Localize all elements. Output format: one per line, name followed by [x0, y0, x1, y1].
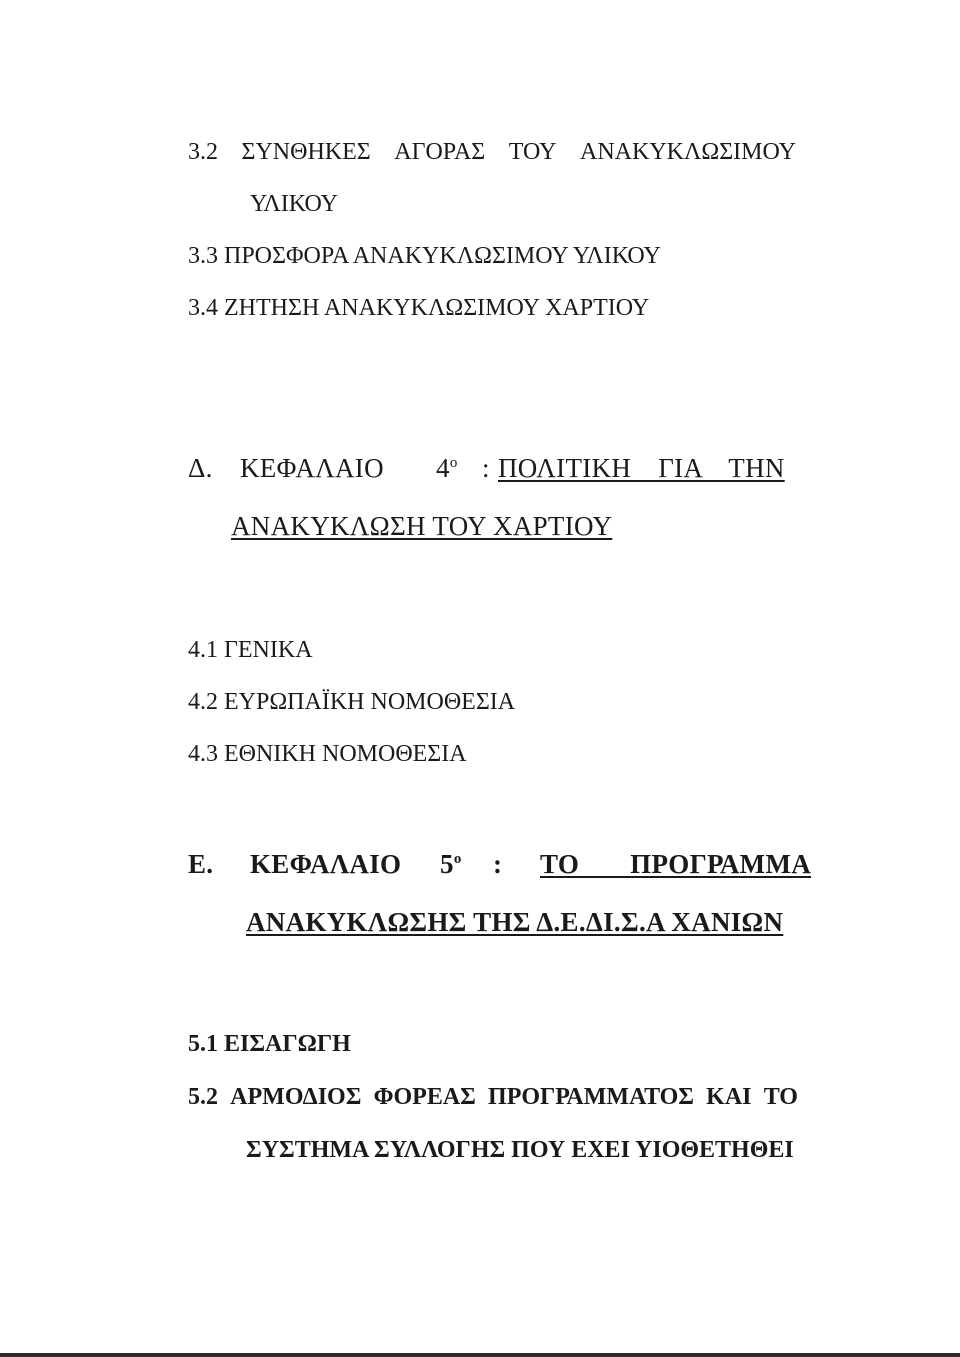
scan-bottom-edge [0, 1353, 960, 1357]
toc-entry-3-3: 3.3 ΠΡΟΣΦΟΡΑ ΑΝΑΚΥΚΛΩΣΙΜΟΥ ΥΛΙΚΟΥ [188, 243, 661, 269]
toc-entry-word: ΑΡΜΟΔΙΟΣ [230, 1084, 362, 1110]
toc-entry-word: ΣΥΝΘΗΚΕΣ [241, 139, 371, 165]
toc-entry-3-4: 3.4 ΖΗΤΗΣΗ ΑΝΑΚΥΚΛΩΣΙΜΟΥ ΧΑΡΤΙΟΥ [188, 295, 650, 321]
chapter-label: ΚΕΦΑΛΑΙΟ [250, 849, 402, 879]
toc-entry-4-2: 4.2 ΕΥΡΩΠΑΪΚΗ ΝΟΜΟΘΕΣΙΑ [188, 689, 516, 715]
toc-entry-5-2-continuation: ΣΥΣΤΗΜΑ ΣΥΛΛΟΓΗΣ ΠΟΥ ΕΧΕΙ ΥΙΟΘΕΤΗΘΕΙ [246, 1137, 794, 1163]
chapter-letter: Ε. [188, 849, 214, 879]
chapter-ordinal: ο [449, 455, 458, 471]
toc-entry-word: ΤΟΥ [508, 139, 557, 165]
chapter-title-line1 [498, 452, 796, 484]
toc-entry-number: 5.2 [188, 1084, 218, 1110]
toc-entry-4-3: 4.3 ΕΘΝΙΚΗ ΝΟΜΟΘΕΣΙΑ [188, 741, 467, 767]
chapter-colon: : [482, 453, 490, 483]
toc-entry-3-2-continuation: ΥΛΙΚΟΥ [250, 191, 338, 217]
toc-entry-number: 3.2 [188, 139, 218, 165]
toc-entry-word: ΑΓΟΡΑΣ [394, 139, 486, 165]
chapter-label: ΚΕΦΑΛΑΙΟ [240, 453, 384, 483]
chapter-title-line1: ΤΟ ΠΡΟΓΡΑΜΜΑ [540, 849, 812, 879]
toc-entry-3-2 [188, 138, 796, 166]
toc-entry-5-2 [188, 1083, 798, 1111]
toc-entry-word: ΤΟ [763, 1084, 798, 1110]
toc-entry-word: ΦΟΡΕΑΣ [373, 1084, 476, 1110]
chapter-title-text: ΠΟΛΙΤΙΚΗ ΓΙΑ ΤΗΝ [498, 453, 785, 483]
toc-entry-4-1: 4.1 ΓΕΝΙΚΑ [188, 637, 313, 663]
chapter-letter: Δ. [188, 453, 213, 483]
chapter-5-title-line2: ΑΝΑΚΥΚΛΩΣΗΣ ΤΗΣ Δ.Ε.ΔΙ.Σ.Α ΧΑΝΙΩΝ [246, 907, 784, 937]
chapter-number: $5^o$ [440, 849, 462, 879]
toc-entry-5-1: 5.1 ΕΙΣΑΓΩΓΗ [188, 1031, 351, 1057]
toc-entry-word: ΑΝΑΚΥΚΛΩΣΙΜΟΥ [579, 139, 796, 165]
chapter-colon: : [493, 849, 503, 879]
toc-entry-word: ΠΡΟΓΡΑΜΜΑΤΟΣ [488, 1084, 694, 1110]
chapter-ordinal: ο [453, 851, 462, 867]
chapter-number: $4^o$ [436, 453, 458, 483]
chapter-4-title-line2: ΑΝΑΚΥΚΛΩΣΗ ΤΟΥ ΧΑΡΤΙΟΥ [231, 511, 613, 541]
toc-entry-word: ΚΑΙ [706, 1084, 752, 1110]
